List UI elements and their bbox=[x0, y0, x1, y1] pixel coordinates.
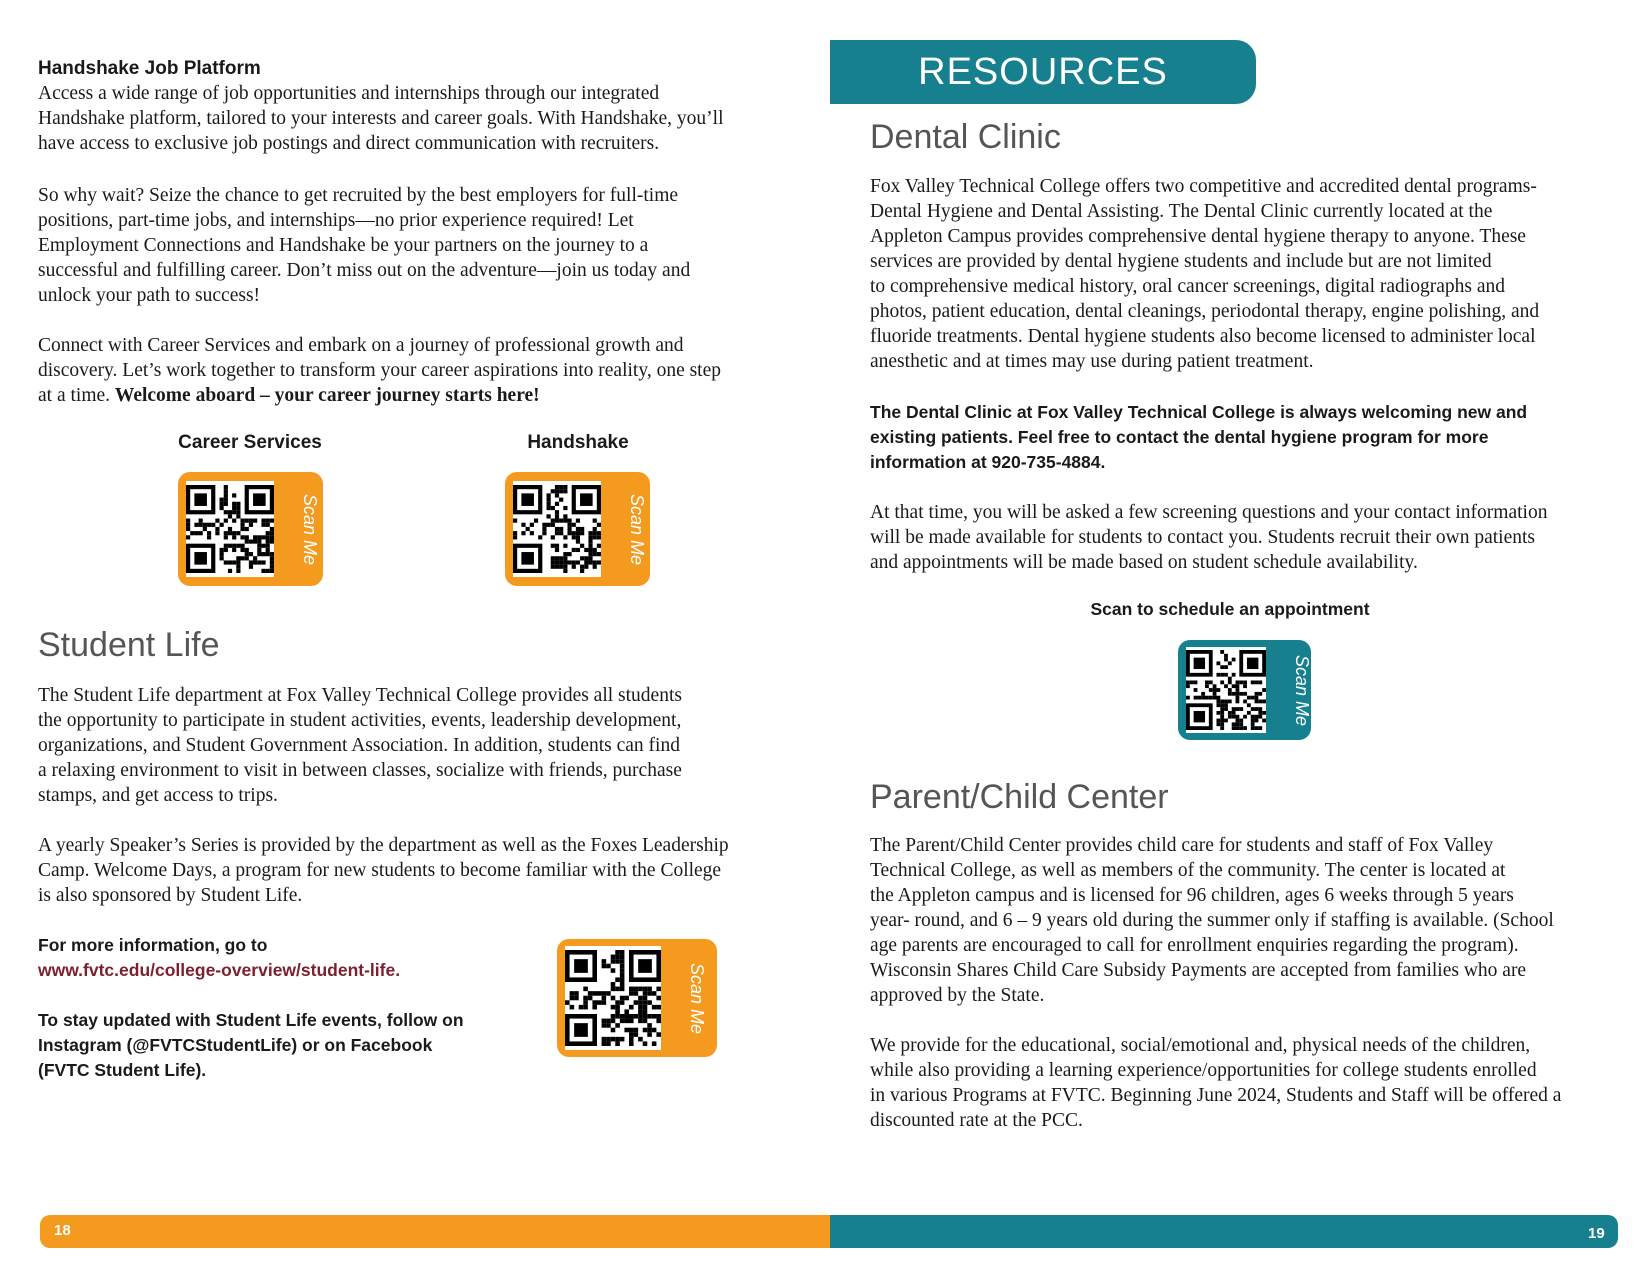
handshake-line-2: Handshake platform, tailored to your interests and career goals. With Handshake, you’ll bbox=[38, 108, 724, 129]
student-life-paragraph-1 bbox=[38, 683, 808, 808]
student-life-line-4: a relaxing environment to visit in between classes, socialize with friends, purchase bbox=[38, 760, 682, 781]
dental-line-6: photos, patient education, dental cleanings, periodontal therapy, engine polishing, and bbox=[870, 301, 1540, 322]
student-life-line-3: organizations, and Student Government Association. In addition, students can find bbox=[38, 735, 680, 756]
scan-me-text bbox=[1266, 640, 1337, 740]
follow-line-3: (FVTC Student Life). bbox=[38, 1060, 207, 1080]
student-life-line-5: stamps, and get access to trips. bbox=[38, 785, 278, 806]
handshake-line-3: have access to exclusive job postings and direct communication with recruiters. bbox=[38, 133, 660, 154]
pcc-p2-line-1: We provide for the educational, social/emotional and, physical needs of the children, bbox=[870, 1035, 1531, 1056]
connect-line-1: Connect with Career Services and embark on a journey of professional growth and bbox=[38, 335, 684, 356]
handshake-qr-card[interactable] bbox=[505, 472, 650, 586]
page-number-right: 19 bbox=[1588, 1225, 1605, 1242]
connect-line-3-start: at a time. bbox=[38, 385, 115, 406]
qr-code-graphic bbox=[186, 485, 274, 573]
dental-bold-notice bbox=[870, 400, 1630, 475]
dental-notice-line-1: The Dental Clinic at Fox Valley Technical College is always welcoming new and bbox=[870, 402, 1528, 422]
scan-me-label: Scan Me bbox=[627, 493, 648, 565]
parent-child-center-title: Parent/Child Center bbox=[870, 778, 1169, 816]
pcc-line-7: approved by the State. bbox=[870, 985, 1045, 1006]
speakers-line-1: A yearly Speaker’s Series is provided by the department as well as the Foxes Leadership bbox=[38, 835, 729, 856]
more-info-block bbox=[38, 933, 538, 983]
follow-block bbox=[38, 1008, 558, 1083]
dental-line-5: to comprehensive medical history, oral cancer screenings, digital radiographs and bbox=[870, 276, 1505, 297]
qr-code[interactable] bbox=[513, 481, 601, 577]
speakers-line-2: Camp. Welcome Days, a program for new students to become familiar with the College bbox=[38, 860, 722, 881]
dental-line-7: fluoride treatments. Dental hygiene students also become licensed to administer local bbox=[870, 326, 1536, 347]
pcc-paragraph-1 bbox=[870, 833, 1630, 1008]
connect-line-3 bbox=[38, 383, 808, 408]
resources-tab: RESOURCES bbox=[830, 40, 1256, 104]
handshake-heading: Handshake Job Platform bbox=[38, 58, 261, 79]
pcc-p2-line-4: discounted rate at the PCC. bbox=[870, 1110, 1083, 1131]
scan-me-label: Scan Me bbox=[1292, 654, 1313, 726]
pcc-p2-line-3: in various Programs at FVTC. Beginning June 2024, Students and Staff will be offered a bbox=[870, 1085, 1562, 1106]
connect-line-2: discovery. Let’s work together to transform your career aspirations into reality, one step bbox=[38, 360, 722, 381]
dental-paragraph-1 bbox=[870, 174, 1630, 374]
dental-line-3: Appleton Campus provides comprehensive dental hygiene therapy to anyone. These bbox=[870, 226, 1526, 247]
why-wait-line-1: So why wait? Seize the chance to get recruited by the best employers for full-time bbox=[38, 185, 679, 206]
follow-line-1: To stay updated with Student Life events, follow on bbox=[38, 1010, 464, 1030]
footer-bar-left bbox=[40, 1215, 830, 1248]
qr-code[interactable] bbox=[565, 946, 661, 1050]
pcc-line-4: year- round, and 6 – 9 years old during the summer only if staffing is available. (School bbox=[870, 910, 1554, 931]
connect-paragraph bbox=[38, 333, 808, 408]
handshake-qr-label: Handshake bbox=[527, 432, 629, 453]
handshake-line-1: Access a wide range of job opportunities and internships through our integrated bbox=[38, 83, 660, 104]
dental-line-2: Dental Hygiene and Dental Assisting. The Dental Clinic currently located at the bbox=[870, 201, 1493, 222]
why-wait-paragraph bbox=[38, 183, 798, 308]
pcc-line-3: the Appleton campus and is licensed for 96 children, ages 6 weeks through 5 years bbox=[870, 885, 1514, 906]
student-life-paragraph-2 bbox=[38, 833, 808, 908]
why-wait-line-2: positions, part-time jobs, and internships—no prior experience required! Let bbox=[38, 210, 634, 231]
pcc-line-1: The Parent/Child Center provides child care for students and staff of Fox Valley bbox=[870, 835, 1494, 856]
dental-notice-line-3: information at 920-735-4884. bbox=[870, 452, 1106, 472]
qr-code-graphic bbox=[513, 485, 601, 573]
why-wait-line-5: unlock your path to success! bbox=[38, 285, 261, 306]
dental-paragraph-2 bbox=[870, 500, 1630, 575]
scan-me-text bbox=[274, 472, 345, 586]
footer-bar-right bbox=[830, 1215, 1618, 1248]
student-life-line-1: The Student Life department at Fox Valley Technical College provides all students bbox=[38, 685, 682, 706]
student-life-link[interactable]: www.fvtc.edu/college-overview/student-life. bbox=[38, 960, 401, 980]
dental-p2-line-2: will be made available for students to contact you. Students recruit their own patients bbox=[870, 527, 1535, 548]
handshake-section bbox=[38, 56, 798, 156]
scan-me-label: Scan Me bbox=[300, 493, 321, 565]
career-services-qr-card[interactable] bbox=[178, 472, 323, 586]
qr-code[interactable] bbox=[186, 481, 274, 577]
pcc-p2-line-2: while also providing a learning experience/opportunities for college students enrolled bbox=[870, 1060, 1537, 1081]
why-wait-line-4: successful and fulfilling career. Don’t miss out on the adventure—join us today and bbox=[38, 260, 691, 281]
dental-line-8: anesthetic and at times may use during patient treatment. bbox=[870, 351, 1314, 372]
student-life-qr-card[interactable] bbox=[557, 939, 717, 1057]
dental-p2-line-1: At that time, you will be asked a few screening questions and your contact information bbox=[870, 502, 1548, 523]
scan-me-text bbox=[661, 939, 732, 1057]
student-life-title: Student Life bbox=[38, 626, 220, 664]
appointment-qr-card[interactable] bbox=[1178, 640, 1311, 740]
pcc-line-5: age parents are encouraged to call for enrollment enquiries regarding the program). bbox=[870, 935, 1519, 956]
qr-code-graphic bbox=[565, 950, 661, 1046]
more-info-text: For more information, go to bbox=[38, 935, 268, 955]
page-number-left: 18 bbox=[54, 1222, 71, 1239]
dental-clinic-title: Dental Clinic bbox=[870, 118, 1061, 156]
dental-line-4: services are provided by dental hygiene students and include but are not limited bbox=[870, 251, 1492, 272]
dental-p2-line-3: and appointments will be made based on student schedule availability. bbox=[870, 552, 1418, 573]
follow-line-2: Instagram (@FVTCStudentLife) or on Facebook bbox=[38, 1035, 433, 1055]
qr-code[interactable] bbox=[1186, 647, 1266, 733]
speakers-line-3: is also sponsored by Student Life. bbox=[38, 885, 303, 906]
scan-me-text bbox=[601, 472, 672, 586]
why-wait-line-3: Employment Connections and Handshake be your partners on the journey to a bbox=[38, 235, 649, 256]
student-life-line-2: the opportunity to participate in student activities, events, leadership development, bbox=[38, 710, 682, 731]
pcc-line-6: Wisconsin Shares Child Care Subsidy Payments are accepted from families who are bbox=[870, 960, 1527, 981]
scan-me-label: Scan Me bbox=[687, 962, 708, 1034]
pcc-line-2: Technical College, as well as members of the community. The center is located at bbox=[870, 860, 1506, 881]
qr-code-graphic bbox=[1186, 650, 1266, 730]
pcc-paragraph-2 bbox=[870, 1033, 1640, 1133]
welcome-aboard-text: Welcome aboard – your career journey starts here! bbox=[114, 385, 540, 406]
dental-notice-line-2: existing patients. Feel free to contact the dental hygiene program for more bbox=[870, 427, 1489, 447]
scan-appointment-label: Scan to schedule an appointment bbox=[1090, 599, 1370, 619]
career-services-label: Career Services bbox=[178, 432, 322, 453]
dental-line-1: Fox Valley Technical College offers two competitive and accredited dental programs- bbox=[870, 176, 1537, 197]
